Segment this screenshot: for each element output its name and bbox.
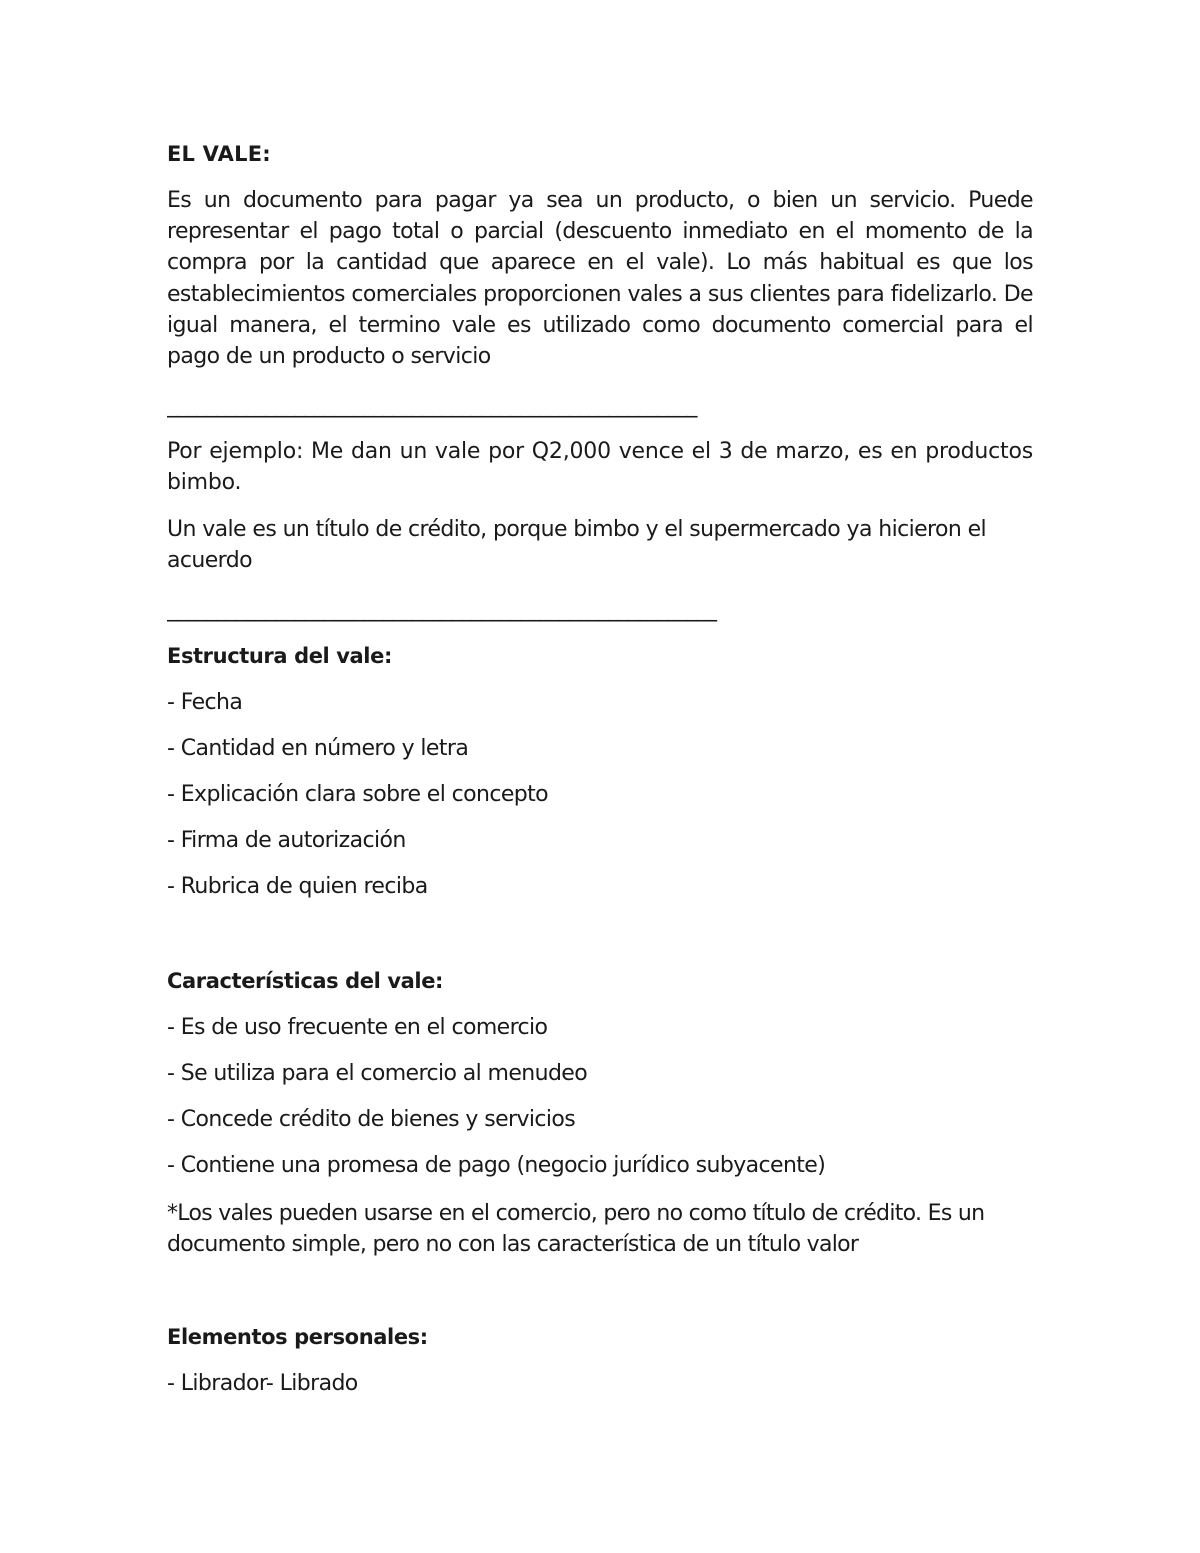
features-list bbox=[167, 1012, 1033, 1181]
list-item: - Contiene una promesa de pago (negocio jurídico subyacente) bbox=[167, 1153, 826, 1179]
divider-line: ______________________________________________________ bbox=[167, 393, 697, 419]
structure-heading: Estructura del vale: bbox=[167, 644, 392, 669]
list-item: - Concede crédito de bienes y servicios bbox=[167, 1107, 576, 1133]
list-item: - Es de uso frecuente en el comercio bbox=[167, 1015, 548, 1041]
list-item: - Rubrica de quien reciba bbox=[167, 874, 428, 900]
list-item: - Se utiliza para el comercio al menudeo bbox=[167, 1061, 588, 1087]
features-heading: Características del vale: bbox=[167, 969, 444, 994]
features-note: *Los vales pueden usarse en el comercio, pero no como título de crédito. Es un documento simple, pero no con las característica de un título valor bbox=[167, 1201, 985, 1258]
example-note-paragraph: Un vale es un título de crédito, porque bimbo y el supermercado ya hicieron el acuerdo bbox=[167, 516, 987, 573]
intro-paragraph: Es un documento para pagar ya sea un producto, o bien un servicio. Puede representar el pago total o parcial (descuento inmediato en el momento de la compra por la cantidad que aparece en el vale). Lo más habitual es que los establecimientos comerciales proporcionen vales a sus clientes para fidelizarlo. De igual manera, el termino vale es utilizado como documento comercial para el pago de un producto o servicio bbox=[167, 188, 1033, 370]
list-item: - Fecha bbox=[167, 690, 243, 716]
divider-line: ________________________________________________________ bbox=[167, 597, 716, 623]
list-item: - Explicación clara sobre el concepto bbox=[167, 782, 549, 808]
personal-heading: Elementos personales: bbox=[167, 1325, 428, 1350]
personal-list bbox=[167, 1368, 1033, 1399]
list-item: - Librador- Librado bbox=[167, 1371, 358, 1397]
document-title: EL VALE: bbox=[167, 142, 271, 166]
list-item: - Firma de autorización bbox=[167, 828, 406, 854]
example-paragraph: Por ejemplo: Me dan un vale por Q2,000 vence el 3 de marzo, es en productos bimbo. bbox=[167, 439, 1033, 496]
document-page bbox=[167, 138, 1033, 1399]
list-item: - Cantidad en número y letra bbox=[167, 736, 469, 762]
structure-list bbox=[167, 687, 1033, 902]
